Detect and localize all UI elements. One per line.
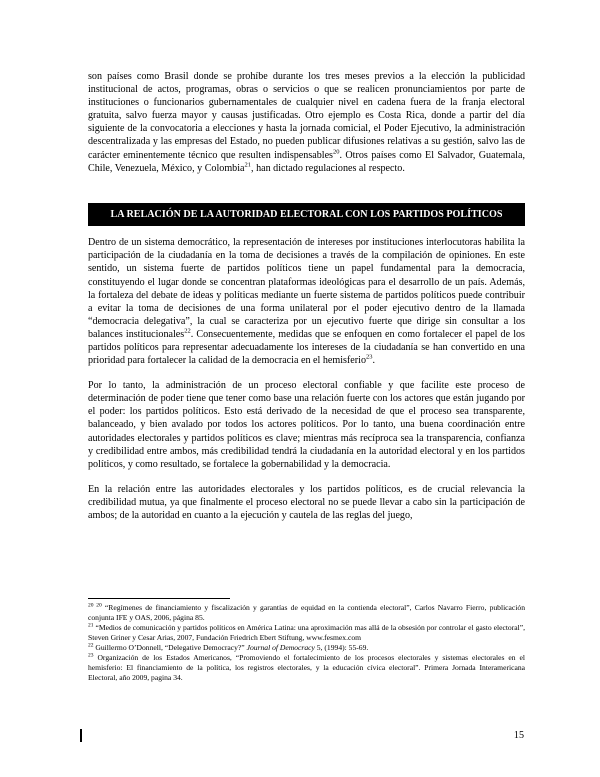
paragraph-electoral-restrictions: son países como Brasil donde se prohíbe durante los tres meses previos a la elección la publicidad institucional de actos, programas, obras o servicios o que se realicen pronunciamientos por parte de instituciones o funcionarios gubernamentales de cualquier nivel en cadena fuera de la franja electoral gratuita, salvo fuerza mayor y causas justificadas. Otro ejemplo es Costa Rica, donde a partir del día siguiente de la convocatoria a elecciones y hasta la jornada comicial, el Poder Ejecutivo, la administración descentralizada y las empresas del Estado, no pueden publicar difusiones relativas a su gestión, salvo las de carácter eminentemente técnico que resulten indispensables$^{20}$. Otros países como El Salvador, Guatemala, Chile, Venezuela, México, y Colombia$^{21}$, han dictado regulaciones al respecto.: [88, 71, 525, 174]
section-heading: LA RELACIÓN DE LA AUTORIDAD ELECTORAL CON LOS PARTIDOS POLÍTICOS: [88, 203, 525, 227]
footnote-20: $^{20 20}$ “Regímenes de financiamiento y fiscalización y garantías de equidad en la contienda electoral”, Carlos Navarro Fierro, publicación conjunta IFE y OAS, 2006, página 85.: [88, 602, 525, 622]
paragraph-mutual-credibility: En la relación entre las autoridades electorales y los partidos políticos, es de crucial relevancia la credibilidad mutua, ya que finalmente el proceso electoral no se puede llevar a cabo sin la participación de ambos; de la autoridad en cuanto a la ejecución y cautela de las reglas del juego,: [88, 483, 525, 522]
footnote-23: $^{23}$ Organización de los Estados Americanos, “Promoviendo el fortalecimiento de los procesos electorales y sistemas electorales en el hemisferio: El financiamiento de la política, los registros electorales, y la educación cívica electoral”. Primera Jornada Interamericana Electoral, año 2009, pagina 34.: [88, 652, 525, 682]
footnote-marker: 23: [88, 652, 94, 659]
footnotes: [88, 603, 525, 683]
footnote-marker: 22: [88, 642, 94, 649]
footnote-21: $^{21}$ “Medios de comunicación y partidos políticos en América Latina: una aproximación mas allá de la obsesión por controlar el gasto electoral”, Steven Griner y Cesar Arias, 2007, Fundación Friedrich Ebert Stiftung, www.fesmex.com: [88, 622, 525, 642]
journal-title: Journal of Democracy: [246, 643, 315, 652]
footnote-ref-23[interactable]: 23: [366, 353, 373, 361]
footnote-22: $^{22}$ Guillermo O’Donnell, “Delegative Democracy?” Journal of Democracy 5, (1994): 55-69.: [88, 642, 369, 652]
change-bar: [80, 729, 82, 742]
footnote-ref-22[interactable]: 22: [184, 327, 191, 335]
footnote-marker: 20 20: [88, 602, 102, 609]
body-text: [88, 70, 525, 522]
footnote-ref-20[interactable]: 20: [333, 148, 340, 156]
footnote-separator: [88, 598, 230, 599]
paragraph-coordination: Por lo tanto, la administración de un proceso electoral confiable y que facilite este proceso de determinación de poder tiene que tener como base una relación fuerte con los actores que están jugando por el poder: los partidos políticos. Esto está derivado de la necesidad de que el proceso sea transparente, balanceado, y bien avalado por todos los actores políticos. Por lo tanto, una buena coordinación entre autoridades electorales y partidos políticos es clave; mientras más recíproca sea la transparencia, confianza y credibilidad entre ambos, más credibilidad tendrá la ciudadanía en la autoridad electoral y en los partidos políticos, y como resultado, se fortalece la gobernabilidad y la democracia.: [88, 380, 525, 470]
footnote-marker: 21: [88, 622, 94, 629]
page-number: 15: [513, 730, 524, 741]
paragraph-party-system: Dentro de un sistema democrático, la representación de intereses por instituciones interlocutoras habilita la participación de la ciudadanía en la toma de decisiones a través de la compilación de opiniones. En este sentido, un sistema fuerte de partidos políticos tiene un papel fundamental para la democracia, constituyendo el lugar donde se concentran plataformas ideológicas para el desarrollo de un país. Además, la fortaleza del debate de ideas y políticas mediante un fuerte sistema de partidos políticos puede contribuir a evitar la toma de decisiones de una forma unilateral por el poder ejecutivo dentro de la llamada “democracia delegativa”, la cual se caracteriza por un ejecutivo fuerte que dirige sin consultar a los balances institucionales$^{22}$. Consecuentemente, medidas que se enfoquen en como fortalecer el papel de los partidos políticos para representar adecuadamente los intereses de la ciudadanía se han convertido en una prioridad para fortalecer la calidad de la democracia en el hemisferio$^{23}$.: [88, 237, 525, 367]
footnote-ref-21[interactable]: 21: [244, 161, 252, 169]
